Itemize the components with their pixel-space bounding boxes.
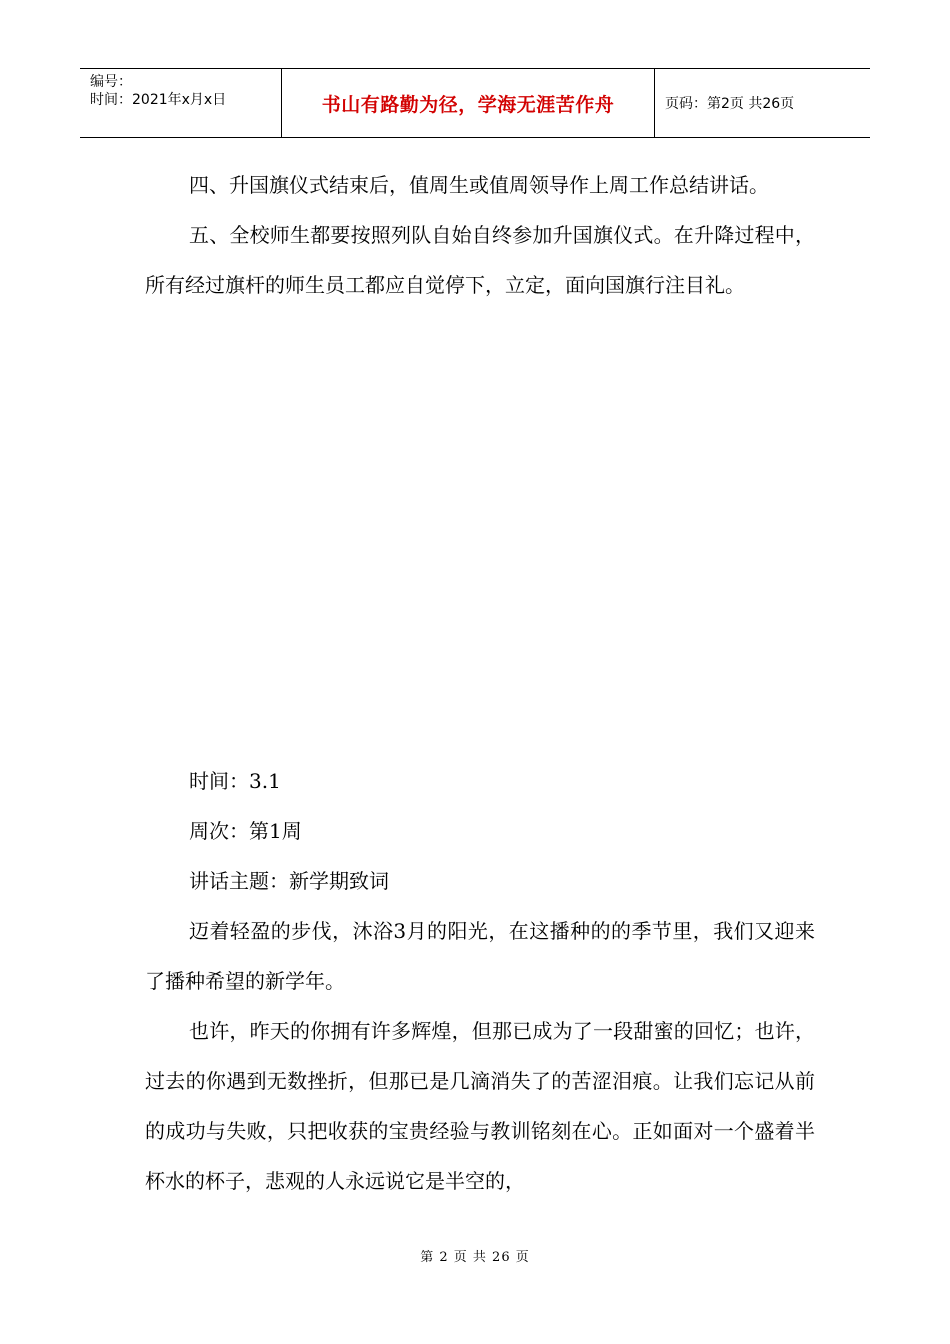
paragraph: 迈着轻盈的步伐，沐浴3月的阳光，在这播种的的季节里，我们又迎来了播种希望的新学年。 [145, 919, 815, 993]
document-number-label: 编号： [90, 74, 132, 90]
header-meta [80, 69, 282, 137]
paragraph: 也许，昨天的你拥有许多辉煌，但那已成为了一段甜蜜的回忆；也许，过去的你遇到无数挫折，但那已是几滴消失了的苦涩泪痕。让我们忘记从前的成功与失败，只把收获的宝贵经验与教训铭刻在心。正如面对一个盛着半杯水的杯子，悲观的人永远说它是半空的， [145, 1019, 815, 1193]
speech-time: 时间：3.1 [189, 769, 281, 793]
header-page-info: 页码：第2页 共26页 [665, 96, 795, 112]
paragraph: 四、升国旗仪式结束后，值周生或值周领导作上周工作总结讲话。 [189, 173, 769, 197]
header-motto: 书山有路勤为径，学海无涯苦作舟 [282, 69, 655, 137]
page-footer: 第 2 页 共 26 页 [420, 1250, 530, 1265]
page-header [80, 68, 870, 138]
paragraph: 五、全校师生都要按照列队自始自终参加升国旗仪式。在升降过程中，所有经过旗杆的师生员工都应自觉停下，立定，面向国旗行注目礼。 [145, 223, 815, 297]
section-speech [145, 756, 815, 1206]
speech-topic: 讲话主题：新学期致词 [189, 869, 389, 893]
section-rules [145, 160, 815, 310]
speech-week: 周次：第1周 [189, 819, 302, 843]
document-date: 时间：2021年x月x日 [90, 92, 227, 108]
